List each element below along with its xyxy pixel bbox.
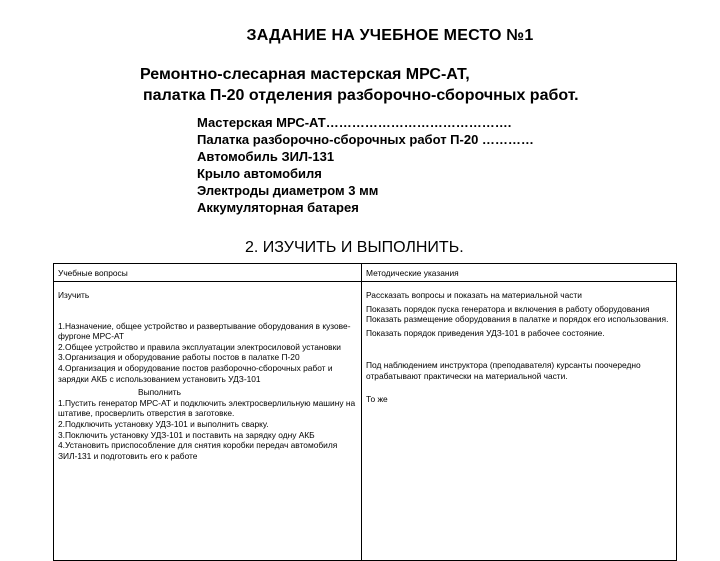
guideline-item: Показать размещение оборудования в палатке и порядок его использования.: [366, 314, 669, 325]
equipment-item: Крыло автомобиля: [197, 166, 322, 181]
equipment-item: Автомобиль ЗИЛ-131: [197, 149, 335, 164]
task-table: [53, 263, 677, 561]
equipment-item: Мастерская МРС-АТ…………………………………….: [197, 115, 512, 130]
subtitle-line-2: палатка П-20 отделения разборочно-сборочных работ.: [143, 87, 579, 104]
study-item: 2.Общее устройство и правила эксплуатации электросиловой установки: [58, 341, 341, 352]
study-item: 3.Организация и оборудование работы постов в палатке П-20: [58, 352, 300, 363]
column-header-questions: Учебные вопросы: [54, 264, 362, 282]
study-label: Изучить: [58, 290, 90, 300]
table-row: [54, 282, 677, 561]
equipment-item: Палатка разборочно-сборочных работ П-20 …………: [197, 132, 534, 147]
guideline-item: Рассказать вопросы и показать на материальной части: [366, 290, 582, 300]
perform-item: 4.Установить приспособление для снятия коробки передач автомобиля ЗИЛ-131 и подготовить его к работе: [58, 440, 338, 461]
perform-label: Выполнить: [138, 387, 182, 398]
study-item: 1.Назначение, общее устройство и развертывание оборудования в кузове-фургоне МРС-АТ: [58, 320, 351, 342]
guideline-item: Показать порядок приведения УДЗ-101 в рабочее состояние.: [366, 327, 605, 338]
perform-item: 1.Пустить генератор МРС-АТ и подключить электросверлильную машину на штативе, просверлить отверстия в заготовке.: [58, 397, 356, 419]
equipment-item: Аккумуляторная батарея: [197, 200, 359, 215]
guidelines-cell: [362, 282, 677, 561]
equipment-list: [197, 114, 534, 216]
same-note: То же: [366, 393, 388, 404]
page-title: ЗАДАНИЕ НА УЧЕБНОЕ МЕСТО №1: [246, 27, 534, 44]
equipment-item: Электроды диаметром 3 мм: [197, 183, 379, 198]
perform-item: 3.Поключить установку УДЗ-101 и поставить на зарядку одну АКБ: [58, 429, 315, 440]
guideline-item: Показать порядок пуска генератора и включения в работу оборудования: [366, 303, 650, 314]
column-header-guidelines: Методические указания: [362, 264, 677, 282]
study-item: 4.Организация и оборудование постов разборочно-сборочных работ и зарядки АКБ с использованием установить УДЗ-101: [58, 362, 333, 384]
section-heading: 2. ИЗУЧИТЬ И ВЫПОЛНИТЬ.: [245, 239, 464, 256]
questions-cell: [54, 282, 362, 561]
table-header-row: [54, 264, 677, 282]
subtitle-line-1: Ремонтно-слесарная мастерская МРС-АТ,: [140, 66, 470, 83]
perform-item: 2.Подключить установку УДЗ-101 и выполнить сварку.: [58, 418, 269, 429]
instructor-note: Под наблюдением инструктора (преподавателя) курсанты поочередно отрабатывают практически на материальной части.: [366, 360, 641, 381]
